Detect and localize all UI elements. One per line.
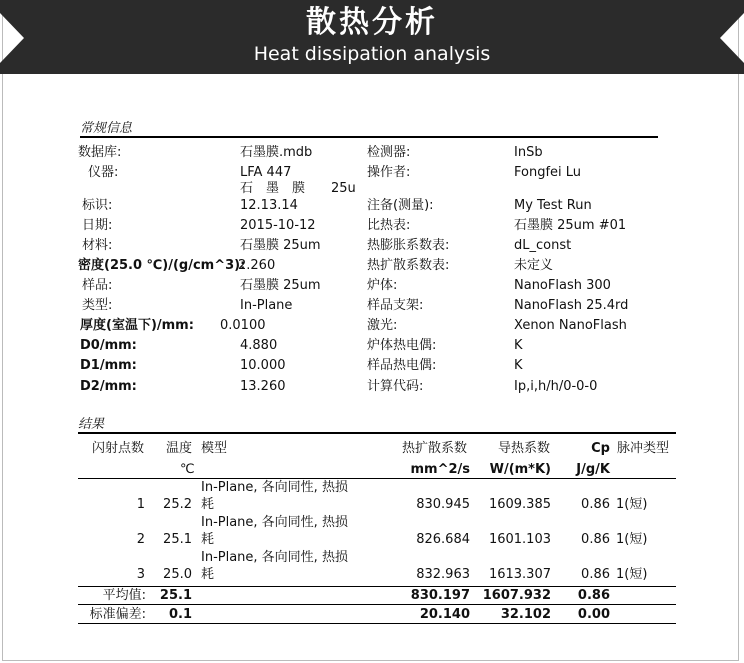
general-right-value: NanoFlash 25.4rd — [514, 298, 629, 313]
row-shot: 2 — [136, 532, 145, 547]
general-right-value: K — [514, 338, 523, 353]
general-left-label: 类型: — [82, 298, 113, 313]
mean-label: 平均值: — [102, 588, 146, 603]
row-cp: 0.86 — [581, 567, 610, 582]
general-left-value: 石墨膜 25um — [240, 238, 321, 253]
general-right-value: My Test Run — [514, 198, 592, 213]
row-cp: 0.86 — [581, 532, 610, 547]
general-right-label: 比热表: — [367, 218, 411, 233]
row-model-line2: 耗 — [201, 567, 215, 582]
results-rule-bottom — [78, 623, 676, 624]
row-model-line2: 耗 — [201, 497, 215, 512]
header-diffusivity: 热扩散系数 — [402, 441, 468, 456]
mean-diffusivity: 830.197 — [410, 588, 470, 603]
stdev-temp: 0.1 — [168, 607, 192, 622]
general-rule — [80, 136, 658, 138]
general-left-label: 数据库: — [78, 145, 122, 160]
general-left-label: 密度(25.0 ℃)/(g/cm^3): — [78, 258, 246, 273]
general-left-label: 厚度(室温下)/mm: — [80, 318, 194, 333]
header-shot: 闪射点数 — [92, 441, 145, 456]
stdev-conductivity: 32.102 — [500, 607, 551, 622]
general-right-label: 热扩散系数表: — [367, 258, 450, 273]
row-conductivity: 1613.307 — [488, 567, 551, 582]
general-right-label: 操作者: — [367, 165, 411, 180]
row-cp: 0.86 — [581, 497, 610, 512]
header-conductivity: 导热系数 — [498, 441, 551, 456]
general-right-value: Fongfei Lu — [514, 165, 582, 180]
general-left-value: 石墨膜.mdb — [240, 145, 313, 160]
general-left-label: D2/mm: — [80, 379, 137, 394]
results-rule-rows — [78, 586, 676, 587]
row-model-line1: In-Plane, 各向同性, 热损 — [201, 550, 348, 565]
general-left-value: 13.260 — [240, 379, 286, 394]
stdev-label: 标准偏差: — [89, 607, 146, 622]
general-left-value: 4.880 — [240, 338, 278, 353]
row-diffusivity: 830.945 — [416, 497, 470, 512]
general-right-label: 样品热电偶: — [367, 358, 437, 373]
general-left-value: 2.260 — [238, 258, 276, 273]
general-right-label: 炉体热电偶: — [367, 338, 437, 353]
general-right-value: Xenon NanoFlash — [514, 318, 627, 333]
general-right-label: 炉体: — [367, 278, 398, 293]
row-pulse: 1(短) — [616, 567, 648, 582]
mean-cp: 0.86 — [577, 588, 610, 603]
row-diffusivity: 832.963 — [416, 567, 470, 582]
unit-conductivity: W/(m*K) — [489, 462, 551, 477]
general-left-value: In-Plane — [240, 298, 293, 313]
general-right-value: 未定义 — [514, 258, 554, 273]
header-cp: Cp — [591, 441, 610, 456]
general-right-label: 注备(测量): — [367, 198, 434, 213]
general-right-label: 检测器: — [367, 145, 411, 160]
general-right-value: NanoFlash 300 — [514, 278, 611, 293]
general-left-value: 2015-10-12 — [240, 218, 316, 233]
general-left-value: 0.0100 — [220, 318, 266, 333]
results-heading: 结果 — [78, 417, 105, 432]
row-conductivity: 1601.103 — [488, 532, 551, 547]
mean-temp: 25.1 — [159, 588, 192, 603]
title-banner — [0, 0, 744, 74]
general-left-label: D1/mm: — [80, 358, 137, 373]
row-temp: 25.0 — [163, 567, 192, 582]
row-model-line2: 耗 — [201, 532, 215, 547]
results-rule-header — [78, 478, 676, 479]
stdev-diffusivity: 20.140 — [419, 607, 470, 622]
row-pulse: 1(短) — [616, 532, 648, 547]
unit-diffusivity: mm^2/s — [410, 462, 470, 477]
row-conductivity: 1609.385 — [488, 497, 551, 512]
general-left-value: 石 墨 膜 25u — [240, 181, 356, 196]
header-model: 模型 — [201, 441, 228, 456]
general-right-value: InSb — [514, 145, 543, 160]
row-shot: 1 — [136, 497, 145, 512]
general-left-value: 10.000 — [240, 358, 286, 373]
row-model-line1: In-Plane, 各向同性, 热损 — [201, 515, 348, 530]
row-diffusivity: 826.684 — [416, 532, 470, 547]
general-right-value: K — [514, 358, 523, 373]
general-left-value: 12.13.14 — [240, 198, 298, 213]
row-pulse: 1(短) — [616, 497, 648, 512]
general-left-label: 材料: — [82, 238, 113, 253]
general-right-label: 样品支架: — [367, 298, 424, 313]
row-temp: 25.1 — [163, 532, 192, 547]
banner-subtitle: Heat dissipation analysis — [253, 43, 491, 65]
row-shot: 3 — [136, 567, 145, 582]
general-right-value: dL_const — [514, 238, 572, 253]
banner-title: 散热分析 — [306, 5, 438, 40]
general-right-value: Ip,i,h/h/0-0-0 — [514, 379, 598, 394]
results-rule-top — [78, 432, 676, 434]
general-right-label: 计算代码: — [367, 379, 424, 394]
general-left-label: 仪器: — [88, 165, 119, 180]
general-right-label: 热膨胀系数表: — [367, 238, 450, 253]
general-left-label: 日期: — [82, 218, 113, 233]
header-pulse: 脉冲类型 — [617, 441, 670, 456]
unit-temp: ℃ — [180, 462, 195, 477]
general-left-value: LFA 447 — [240, 165, 292, 180]
stdev-cp: 0.00 — [577, 607, 610, 622]
row-temp: 25.2 — [163, 497, 192, 512]
general-right-value: 石墨膜 25um #01 — [514, 218, 627, 233]
general-left-label: 样品: — [82, 278, 113, 293]
row-model-line1: In-Plane, 各向同性, 热损 — [201, 480, 348, 495]
mean-conductivity: 1607.932 — [482, 588, 551, 603]
general-left-value: 石墨膜 25um — [240, 278, 321, 293]
general-left-label: D0/mm: — [80, 338, 137, 353]
general-heading: 常规信息 — [80, 121, 133, 136]
header-temp: 温度 — [166, 441, 193, 456]
general-left-label: 标识: — [82, 198, 113, 213]
results-rule-mean — [78, 604, 676, 605]
unit-cp: J/g/K — [576, 462, 610, 477]
general-right-label: 激光: — [367, 318, 398, 333]
